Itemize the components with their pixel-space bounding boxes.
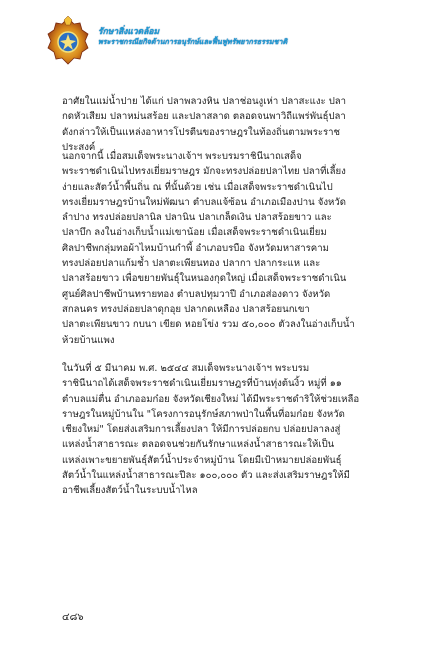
- header-title: รักษาสิ่งแวดล้อม: [98, 27, 160, 37]
- page-number: ๔๘๖: [62, 612, 84, 623]
- paragraph-1: อาศัยในแม่น้ำปาย ได้แก่ ปลาพลวงหิน ปลาช่อนงูเห่า ปลาสะแงะ ปลา กดหัวเสียม ปลาหม่นสร้อย และปลาสลาด ตลอดจนพาวิถีแพร่พันธุ์ปลา ดังกล่าวให้เป็นแหล่งอาหารโปรตีนของราษฎรในท้องถิ่นตามพระราชประสงค์: [62, 96, 347, 153]
- paragraph-2: นอกจากนี้ เมื่อสมเด็จพระนางเจ้าฯ พระบรมราชินีนาถเสด็จ พระราชดำเนินไปทรงเยี่ยมราษฎร มักจะทรงปล่อยปลาไทย ปลาที่เลี้ยง ง่ายและสัตว์น้ำพื้นถิ่น ณ ที่นั้นด้วย เช่น เมื่อเสด็จพระราชดำเนินไป ทรงเยี่ยมราษฎรบ้านใหม่พัฒนา ตำบลแจ้ซ้อน อำเภอเมืองปาน จังหวัด ลำปาง ทรงปล่อยปลานิล ปลานิน ปลาเกล็ดเงิน ปลาสร้อยขาว และ ปลาบึก ลงในอ่างเก็บน้ำแม่เขาน้อย เมื่อเสด็จพระราชดำเนินเยี่ยม ศิลปาชีพกลุ่มทอผ้าไหมบ้านกำพี้ อำเภอบรบือ จังหวัดมหาสารคาม ทรงปล่อยปลาแก้มช้ำ ปลาตะเพียนทอง ปลากา ปลากระแห และ ปลาสร้อยขาว เพื่อขยายพันธุ์ในหนองกุดใหญ่ เมื่อเสด็จพระราชดำเนิน ศูนย์ศิลปาชีพบ้านทรายทอง ตำบลปทุมวาปี อำเภอส่องดาว จังหวัด สกลนคร ทรงปล่อยปลาดุกอุย ปลากดเหลือง ปลาสร้อยนกเขา ปลาตะเพียนขาว กบนา เขียด หอยโข่ง รวม ๕๐,๐๐๐ ตัวลงในอ่างเก็บน้ำ ห้วยบ้านแพง: [62, 151, 355, 346]
- paragraph-3: ในวันที่ ๕ มีนาคม พ.ศ. ๒๕๔๔ สมเด็จพระนางเจ้าฯ พระบรม ราชินีนาถได้เสด็จพระราชดำเนินเยี่ยมราษฎรที่บ้านทุ่งต้นงิ้ว หมู่ที่ ๑๑ ตำบลแม่ตื่น อำเภออมก๋อย จังหวัดเชียงใหม่ ได้มีพระราชดำริให้ช่วยเหลือ ราษฎรในหมู่บ้านใน "โครงการอนุรักษ์สภาพป่าในพื้นที่อมก๋อย จังหวัด เชียงใหม่" โดยส่งเสริมการเลี้ยงปลา ให้มีการปล่อยกบ ปล่อยปลาลงสู่ แหล่งน้ำสาธารณะ ตลอดจนช่วยกันรักษาแหล่งน้ำสาธารณะให้เป็น แหล่งเพาะขยายพันธุ์สัตว์น้ำประจำหมู่บ้าน โดยมีเป้าหมายปล่อยพันธุ์ สัตว์น้ำในแหล่งน้ำสาธารณะปีละ ๑๐๐,๐๐๐ ตัว และส่งเสริมราษฎรให้มี อาชีพเลี้ยงสัตว์น้ำในระบบน้ำไหล: [62, 363, 360, 497]
- royal-emblem-icon: [46, 16, 90, 66]
- header-subtitle: พระราชกรณียกิจด้านการอนุรักษ์และฟื้นฟูทรัพยากรธรรมชาติ: [98, 37, 288, 46]
- page-header: [46, 16, 406, 66]
